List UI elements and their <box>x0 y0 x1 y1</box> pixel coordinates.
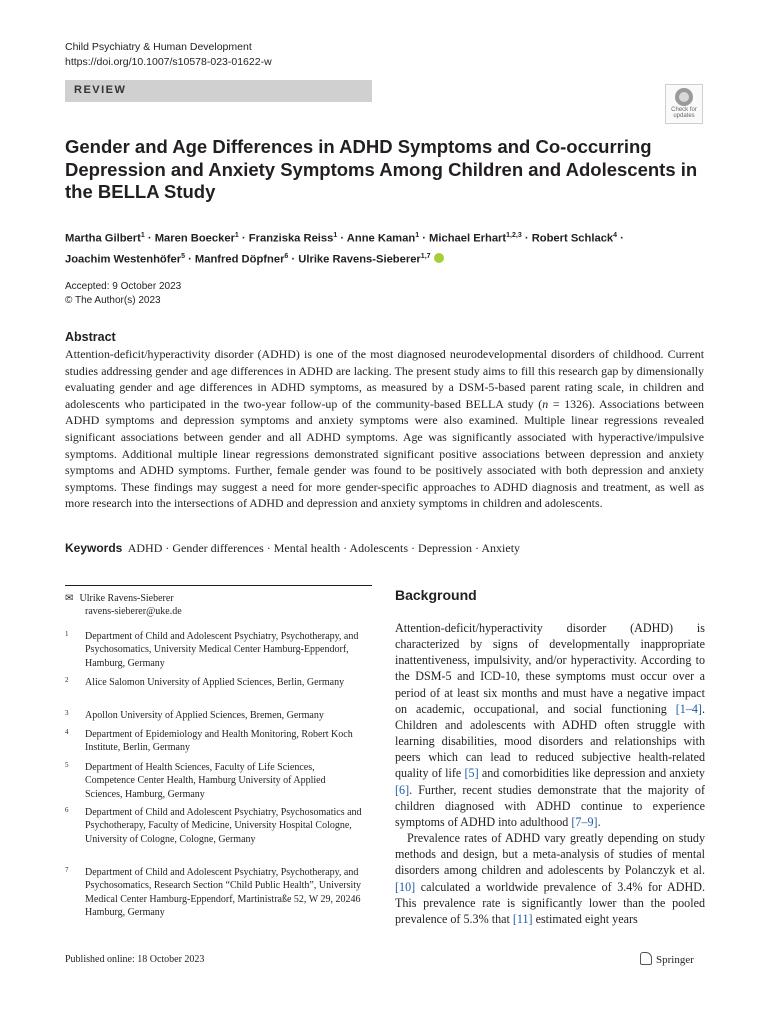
accepted-date: Accepted: 9 October 2023 <box>65 281 182 292</box>
background-paragraph-2 <box>395 830 705 927</box>
correspondence <box>65 592 372 618</box>
journal-header <box>65 40 272 70</box>
affiliation-text: Department of Child and Adolescent Psychiatry, Psychosomatics and Psychotherapy, Faculty of Medicine, University Hospital Cologne, University of Cologne, Cologne, Germany <box>85 807 362 845</box>
keywords <box>65 540 705 556</box>
affiliation-number: 3 <box>65 709 69 717</box>
affiliation-number: 5 <box>65 761 69 769</box>
citation-link[interactable]: [11] <box>512 911 533 926</box>
text-run: . <box>597 814 601 829</box>
affiliation-text: Apollon University of Applied Sciences, Bremen, Germany <box>85 710 324 721</box>
author-name[interactable]: Martha Gilbert <box>65 232 141 245</box>
author-name[interactable]: Franziska Reiss <box>248 232 334 245</box>
citation-link[interactable]: [1–4] <box>675 701 702 716</box>
article-title: Gender and Age Differences in ADHD Symptoms and Co-occurring Depression and Anxiety Symptoms Among Children and Adolescents in the BELLA Study <box>65 136 698 202</box>
author-name[interactable]: Joachim Westenhöfer <box>65 253 182 266</box>
affiliation <box>65 676 365 689</box>
affiliation <box>65 728 365 755</box>
published-date: Published online: 18 October 2023 <box>65 954 205 965</box>
citation-link[interactable]: [10] <box>395 879 416 894</box>
abstract-part-2: = 1326). Associations between ADHD symptoms and depression symptoms and anxiety symptoms were also examined. Multiple linear regressions revealed significant associations between gender and all ADHD symptoms. Age was significantly associated with hyperactive/impulsive symptoms. Additional multiple linear regressions demonstrated significant positive associations between depression and anxiety symptoms and ADHD symptoms. Further, female gender was found to be positively associated with both depression and anxiety symptoms. These findings may suggest a need for more gender-specific approaches to ADHD diagnosis and treatment, as well as more research into the intersections of ADHD and depression and anxiety symptoms in children and adolescents. <box>65 396 704 511</box>
affiliation-number: 7 <box>65 866 69 874</box>
keywords-label: Keywords <box>65 541 123 555</box>
affiliation-number: 4 <box>65 728 69 736</box>
keywords-list: ADHD · Gender differences · Mental health · Adolescents · Depression · Anxiety <box>127 541 521 555</box>
publisher-logo[interactable] <box>640 952 694 966</box>
check-updates-line-1: Check for <box>671 107 697 113</box>
abstract-text <box>65 346 704 512</box>
affiliation <box>65 630 365 670</box>
correspondence-name: Ulrike Ravens-Sieberer <box>79 593 174 604</box>
affiliation-number: 6 <box>65 806 69 814</box>
author-affiliation: 1 <box>415 232 420 239</box>
copyright: © The Author(s) 2023 <box>65 295 161 306</box>
background-paragraph-1 <box>395 620 705 830</box>
author-affiliation: 1 <box>234 232 239 239</box>
author-list: Martha Gilbert$^1$ · Maren Boecker$^1$ · Franziska Reiss$^1$ · Anne Kaman$^1$ · Michael Erhart$^{1,2,3}$ · Robert Schlack$^4$ · Joachim Westenhöfer$^5$ · Manfred Döpfner$^6$ · Ulrike Ravens-Sieberer$^{1,7}$ <box>65 232 624 266</box>
citation-link[interactable]: [6] <box>395 782 410 797</box>
correspondence-email[interactable]: ravens-sieberer@uke.de <box>85 606 182 617</box>
affiliation <box>65 709 365 722</box>
orcid-icon[interactable] <box>434 253 444 263</box>
author-name[interactable]: Michael Erhart <box>429 232 507 245</box>
abstract-heading: Abstract <box>65 330 116 344</box>
doi-link[interactable]: https://doi.org/10.1007/s10578-023-01622-w <box>65 56 272 68</box>
text-run: Attention-deficit/hyperactivity disorder (ADHD) is characterized by signs of developmentally inappropriate inattentiveness, impulsivity, and/or hyperactivity. According to the DSM-5 and ICD-10, these symptoms must occur over a period of at least six months and must have a negative impact on academic, occupational, and social functioning <box>395 621 705 716</box>
abstract-part-1: Attention-deficit/hyperactivity disorder (ADHD) is one of the most diagnosed neurodevelopmental disorders of childhood. Current studies addressing gender and age differences in ADHD are lacking. The present study aims to fill this research gap by dimensionally evaluating gender and age differences in ADHD symptoms, as measured by a DSM-5-based parent rating scale, in children and adolescents who participated in the two-year follow-up of the community-based BELLA study ( <box>65 347 704 411</box>
affiliation-text: Department of Epidemiology and Health Monitoring, Robert Koch Institute, Berlin, Germany <box>85 729 353 754</box>
citation-link[interactable]: [7–9] <box>571 814 598 829</box>
affiliation-text: Department of Child and Adolescent Psychiatry, Psychotherapy, and Psychosomatics, University Medical Center Hamburg-Eppendorf, Hamburg, Germany <box>85 631 359 669</box>
text-run: Prevalence rates of ADHD vary greatly depending on study methods and design, but a meta-analysis of studies of mental disorders among children and adolescents by Polanczyk et al. <box>395 831 705 878</box>
springer-horse-icon <box>640 952 652 965</box>
author-affiliation: 5 <box>181 252 185 260</box>
author-affiliation: 4 <box>613 232 618 239</box>
author-affiliation: 1 <box>333 232 338 239</box>
publisher-name: Springer <box>656 954 694 966</box>
affiliation <box>65 806 365 846</box>
section-label: REVIEW <box>74 84 127 96</box>
author-affiliation: 1,2,3 <box>506 232 522 239</box>
text-run: calculated a worldwide prevalence of 3.4% for ADHD. This prevalence rate is significantly lower than the pooled prevalence of 5.3% that <box>395 879 705 926</box>
footnote-rule <box>65 585 372 586</box>
author-affiliation: 1 <box>140 232 145 239</box>
affiliation-text: Department of Health Sciences, Faculty of Life Sciences, Competence Center Health, Hamburg University of Applied Sciences, Hamburg, Germany <box>85 762 326 800</box>
abstract-n: n <box>542 396 549 411</box>
background-body <box>395 620 705 927</box>
affiliation-number: 1 <box>65 630 69 638</box>
article-dates <box>65 280 181 308</box>
text-run: . Further, recent studies demonstrate that the majority of children diagnosed with ADHD continue to experience symptoms of ADHD into adulthood <box>395 782 705 829</box>
journal-name: Child Psychiatry & Human Development <box>65 41 252 53</box>
affiliation-text: Department of Child and Adolescent Psychiatry, Psychotherapy, and Psychosomatics, Research Section “Child Public Health”, University Medical Center Hamburg-Eppendorf, Martinistraße 52, W 29, 20246 Hamburg, Germany <box>85 867 362 919</box>
text-run: and comorbidities like depression and anxiety <box>478 766 705 781</box>
affiliation-number: 2 <box>65 676 69 684</box>
affiliation <box>65 866 365 920</box>
author-affiliation: 1,7 <box>420 252 431 260</box>
background-heading: Background <box>395 587 477 603</box>
check-updates-line-2: updates <box>673 113 695 119</box>
envelope-icon: ✉ <box>65 593 74 604</box>
author-name[interactable]: Anne Kaman <box>346 232 416 245</box>
author-name[interactable]: Manfred Döpfner <box>194 253 285 266</box>
author-name[interactable]: Robert Schlack <box>531 232 614 245</box>
text-run: . Children and adolescents with ADHD often struggle with learning disabilities, mood disorders and relationships with peers which can lead to reduced subjective health-related quality of life <box>395 701 705 781</box>
citation-link[interactable]: [5] <box>464 766 479 781</box>
check-for-updates-badge[interactable] <box>665 84 703 124</box>
author-affiliation: 6 <box>284 252 289 260</box>
affiliation-text: Alice Salomon University of Applied Sciences, Berlin, Germany <box>85 677 345 688</box>
affiliation <box>65 761 365 801</box>
author-name[interactable]: Ulrike Ravens-Sieberer <box>298 253 421 266</box>
author-name[interactable]: Maren Boecker <box>154 232 235 245</box>
text-run: estimated eight years <box>532 911 638 926</box>
check-updates-icon <box>675 88 693 106</box>
